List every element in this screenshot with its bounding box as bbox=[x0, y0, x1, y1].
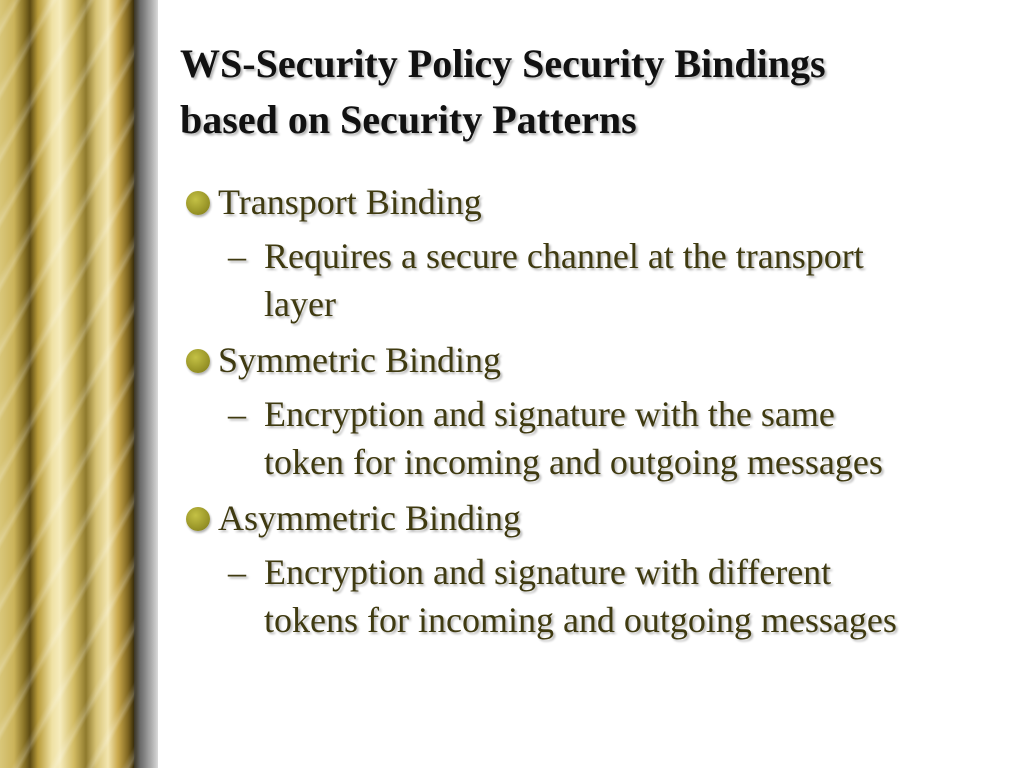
sub-bullet-line-2: layer bbox=[264, 284, 336, 324]
dash-icon: – bbox=[228, 552, 246, 592]
sub-bullet-line-2: tokens for incoming and outgoing messages bbox=[264, 600, 897, 640]
sub-bullet-transport bbox=[184, 232, 1004, 328]
bullet-label: Symmetric Binding bbox=[218, 340, 501, 380]
slide-title bbox=[180, 36, 1010, 148]
bullet-dot-icon bbox=[186, 507, 210, 531]
bullet-transport-binding bbox=[184, 180, 1004, 224]
bullet-dot-icon bbox=[186, 349, 210, 373]
sub-bullet-line-1: Encryption and signature with the same bbox=[264, 394, 835, 434]
sub-bullet-symmetric bbox=[184, 390, 1004, 486]
sub-bullet-asymmetric bbox=[184, 548, 1004, 644]
slide-title-line-2: based on Security Patterns bbox=[180, 97, 637, 142]
slide-body bbox=[184, 180, 1004, 654]
sub-bullet-line-1: Encryption and signature with different bbox=[264, 552, 832, 592]
bullet-symmetric-binding bbox=[184, 338, 1004, 382]
sub-bullet-line-2: token for incoming and outgoing messages bbox=[264, 442, 883, 482]
dash-icon: – bbox=[228, 236, 246, 276]
bullet-dot-icon bbox=[186, 191, 210, 215]
column-shadow bbox=[134, 0, 158, 768]
bullet-label: Transport Binding bbox=[218, 182, 482, 222]
bullet-label: Asymmetric Binding bbox=[218, 498, 521, 538]
bullet-asymmetric-binding bbox=[184, 496, 1004, 540]
sub-bullet-line-1: Requires a secure channel at the transport bbox=[264, 236, 864, 276]
dash-icon: – bbox=[228, 394, 246, 434]
decorative-gold-column bbox=[0, 0, 158, 768]
slide-title-line-1: WS-Security Policy Security Bindings bbox=[180, 41, 826, 86]
